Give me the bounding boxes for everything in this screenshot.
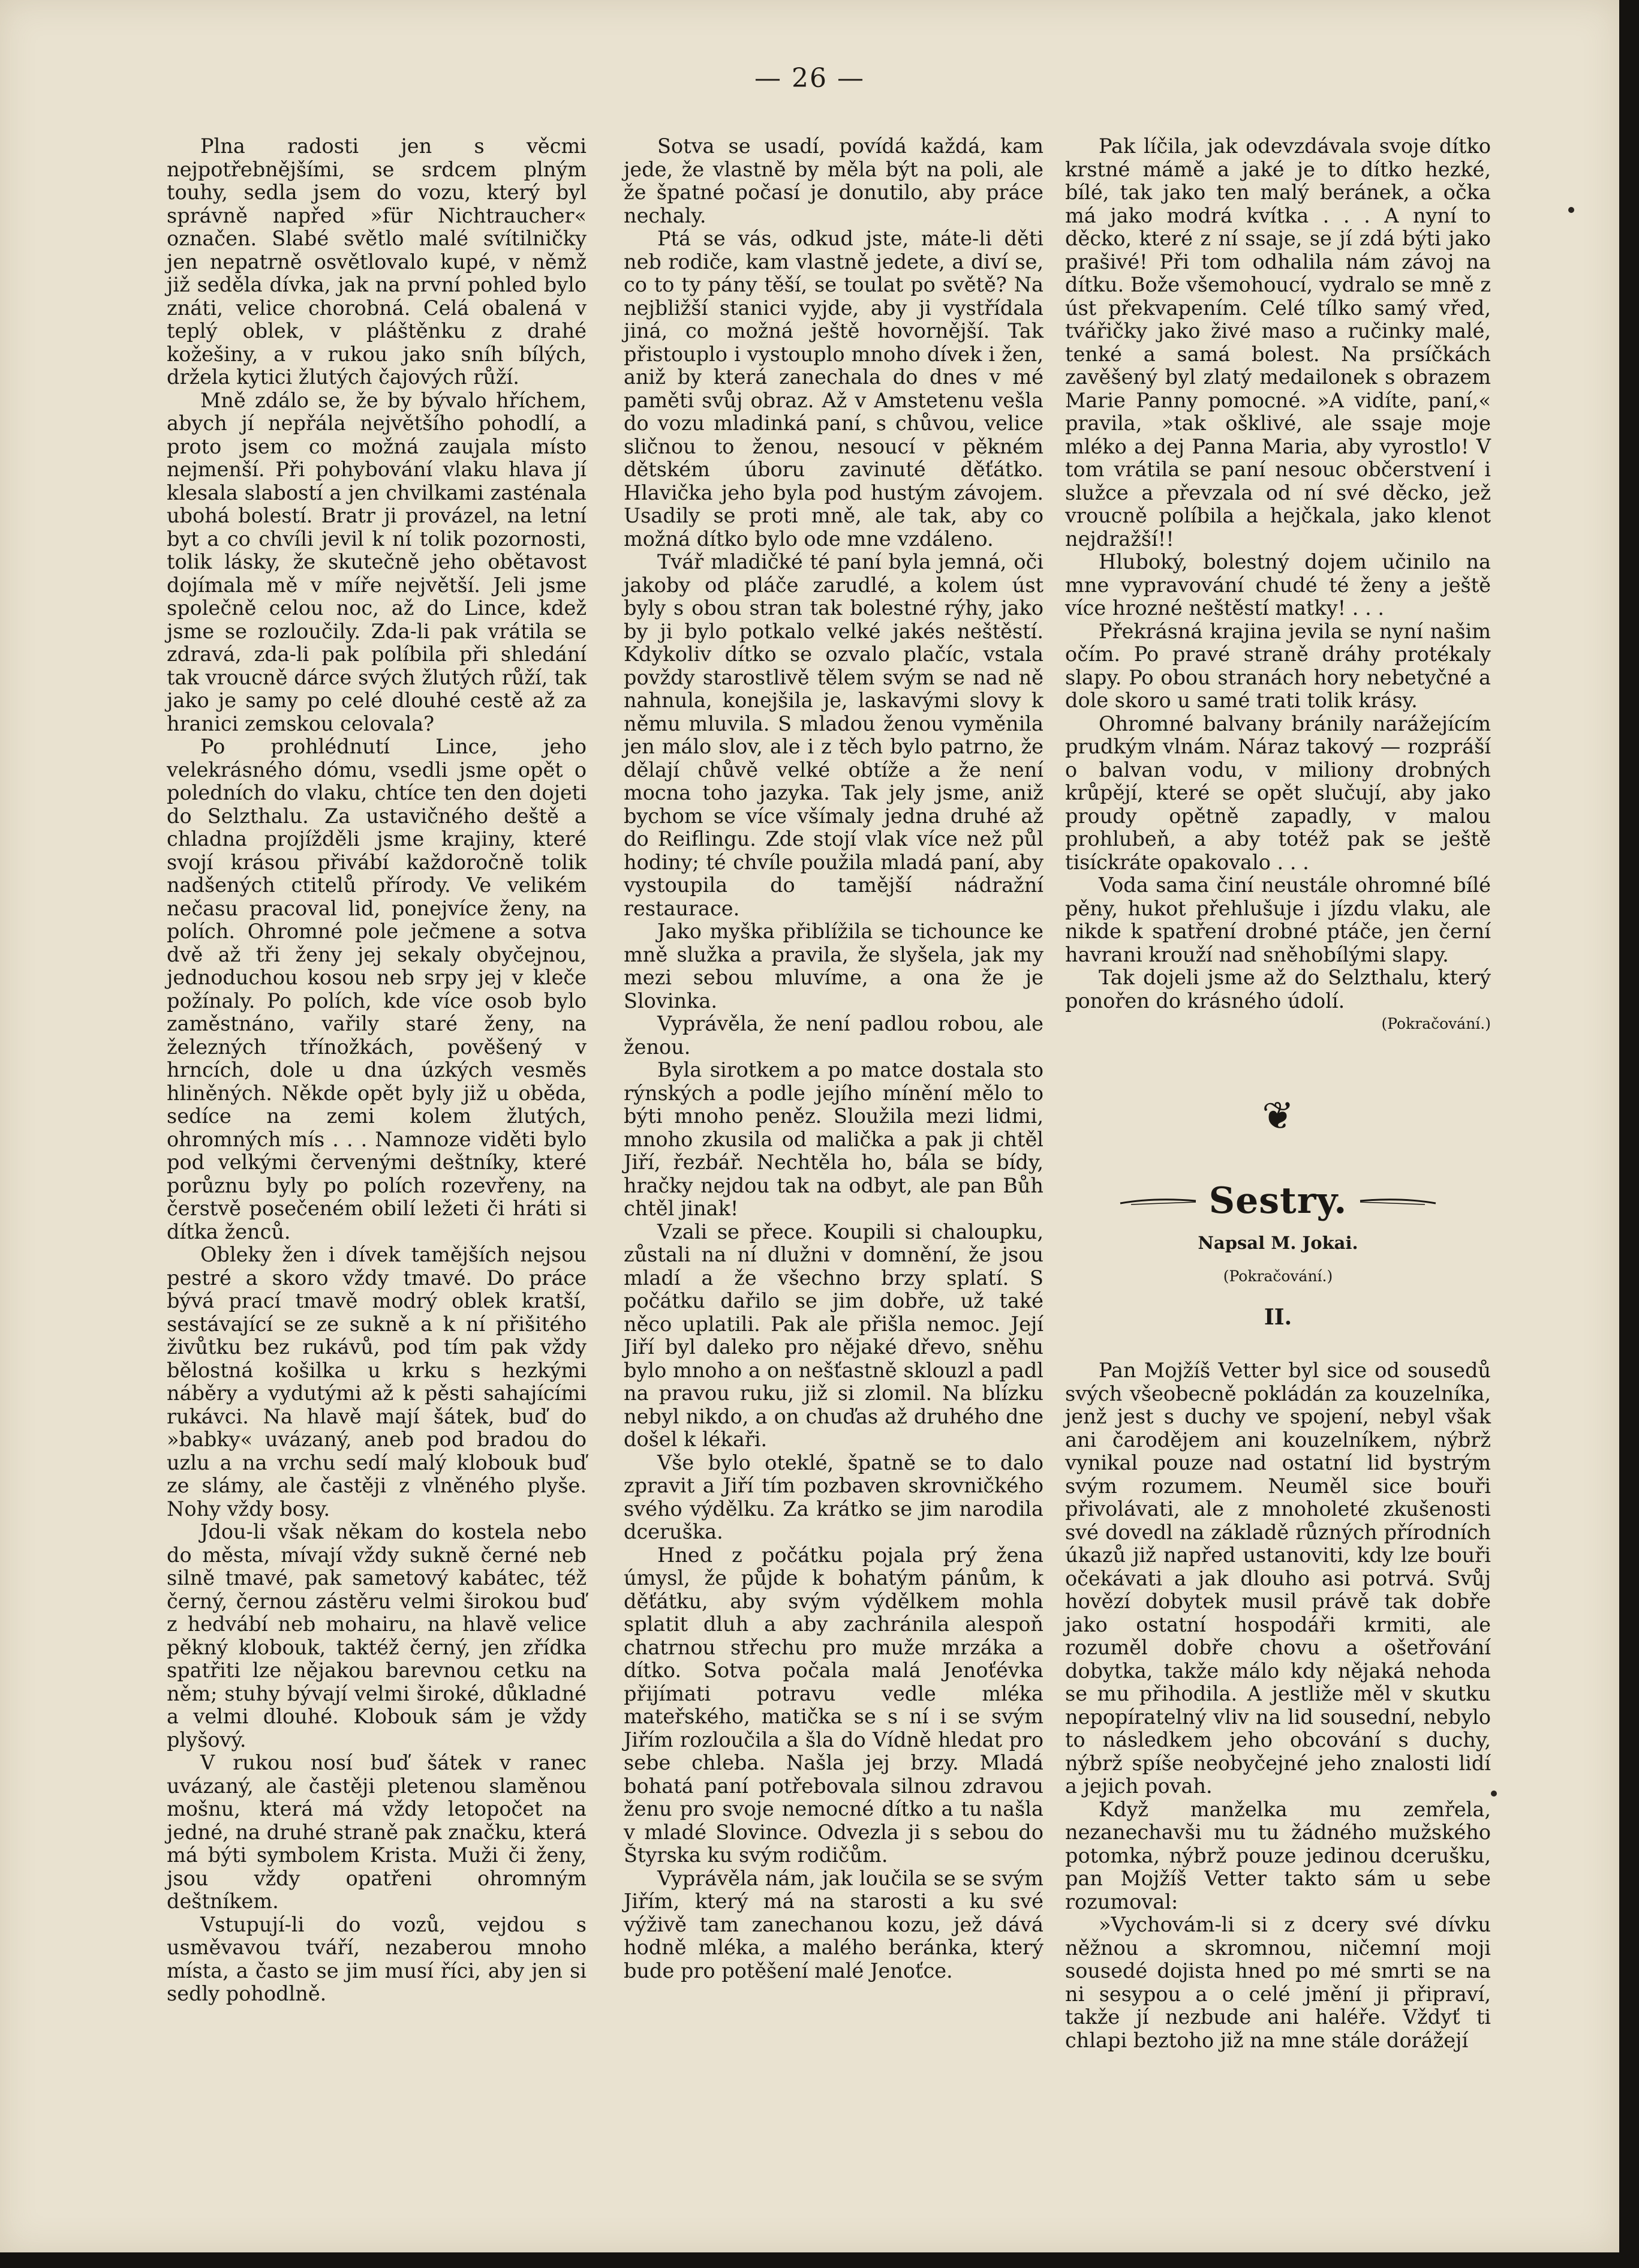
- story-byline: Napsal M. Jokai.: [1198, 1233, 1358, 1253]
- paragraph: Pak líčila, jak odevzdávala svoje dítko krstné mámě a jaké je to dítko hezké, bílé, tak jako ten malý beránek, a očka má jako modrá kvítka . . . A nyní to děcko, které z ní ssaje, se jí zdá býti jako prašivé! Při tom odhalila nám závoj na dítku. Bože všemohoucí, vydralo se mně z úst překvapením. Celé tílko samý vřed, tvářičky jako živé maso a ručinky malé, tenké a samá bolest. Na prsíčkách zavěšený byl zlatý medailonek s obrazem Marie Panny pomocné. »A vidíte, paní,« pravila, »tak ošklivé, ale ssaje moje mléko a dej Panna Maria, aby vyrostlo! V tom vrátila se paní nesouc občerstvení i služce a převzala od ní své děcko, jež vroucně políbila a hejčkala, jako klenot nejdražší!!: [1065, 134, 1491, 551]
- paragraph: Vše bylo oteklé, špatně se to dalo zpravit a Jiří tím pozbaven skrovničkého svého výdělku. Za krátko se jim narodila dceruška.: [624, 1450, 1043, 1543]
- paragraph: Vyprávěla, že není padlou robou, ale ženou.: [624, 1012, 1043, 1059]
- paragraph: Tak dojeli jsme až do Selzthalu, který ponořen do krásného údolí.: [1065, 966, 1491, 1013]
- paragraph: Ohromné balvany bránily narážejícím prudkým vlnám. Náraz takový — rozpráší o balvan vodu, v miliony drobných krůpějí, které se opět slučují, aby jako proudy opětně zapadly, v malou prohlubeň, a aby totéž pak se ještě tisíckráte opakovalo . . .: [1065, 711, 1491, 874]
- paragraph: Překrásná krajina jevila se nyní našim očím. Po pravé straně dráhy protékaly slapy. Po obou stranách hory nebetyčné a dole skoro u samé trati tolik krásy.: [1065, 619, 1491, 712]
- story-title: Sestry.: [1208, 1180, 1348, 1222]
- column-2: [624, 135, 1043, 1982]
- paragraph: Když manželka mu zemřela, nezanechavši mu tu žádného mužského potomka, nýbrž pouze jedinou dcerušku, pan Mojžíš Vetter takto sám u sebe rozumoval:: [1065, 1797, 1491, 1913]
- paragraph: »Vychovám-li si z dcery své dívku něžnou a skromnou, ničemní moji sousedé dojista hned po mé smrti se na ni sesypou a o celé jmění ji připraví, takže jí nezbude ani haléře. Vždyť ti chlapi beztoho již na mne stále dorážejí: [1065, 1913, 1491, 2052]
- paragraph: Ptá se vás, odkud jste, máte-li děti neb rodiče, kam vlastně jedete, a diví se, co to ty pány těší, se toulat po světě? Na nejbližší stanici vyjde, aby ji vystřídala jiná, co možná ještě hovornější. Tak přistouplo i vystouplo mnoho dívek i žen, aniž by která zanechala do dnes v mé paměti svůj obraz. Až v Amstetenu vešla do vozu mladinká paní, s chůvou, velice sličnou to ženou, nesoucí v pěkném dětském úboru zavinuté děťátko. Hlavička jeho byla pod hustým závojem. Usadily se proti mně, ale tak, aby co možná dítko bylo ode mne vzdáleno.: [624, 227, 1043, 551]
- paragraph: Vyprávěla nám, jak loučila se se svým Jiřím, který má na starosti a ku své výživě tam zanechanou kozu, jež dává hodně mléka, a malého beránka, který bude pro potěšení malé Jenoťce.: [624, 1866, 1043, 1982]
- paragraph: Mně zdálo se, že by bývalo hříchem, abych jí nepřála největšího pohodlí, a proto jsem co možná zaujala místo nejmenší. Při pohybování vlaku hlava jí klesala slabostí a jen chvilkami zasténala ubohá bolestí. Bratr ji provázel, na letní byt a co chvíli jevil k ní tolik pozornosti, tolik lásky, že skutečně jeho obětavost dojímala mě v míře největší. Jeli jsme společně celou noc, až do Lince, kdež jsme se rozloučily. Zda-li pak vrátila se zdravá, zda-li pak políbila při shledání tak vroucně dárce svých žlutých růží, tak jako je samy po celé dlouhé cestě až za hranici zemskou celovala?: [167, 388, 587, 735]
- chapter-number: II.: [1264, 1305, 1292, 1330]
- paragraph: Tvář mladičké té paní byla jemná, oči jakoby od pláče zarudlé, a kolem úst byly s obou stran tak bolestné rýhy, jako by ji bylo potkalo velké jakés neštěstí. Kdykoliv dítko se ozvalo plačíc, vstala povždy starostlivě tělem svým se nad ně nahnula, konejšila je, laskavými slovy k němu mluvila. S mladou ženou vyměnila jen málo slov, ale i z těch bylo patrno, že dělají chůvě velké obtíže a že není mocna toho jazyka. Tak jely jsme, aniž bychom se více všímaly jedna druhé až do Reiflingu. Zde stojí vlak více než půl hodiny; té chvíle použila mladá paní, aby vystoupila do tamější nádražní restaurace.: [624, 550, 1043, 920]
- paragraph: Hned z počátku pojala prý žena úmysl, že půjde k bohatým pánům, k děťátku, aby svým výdělkem mohla splatit dluh a aby zachránila alespoň chatrnou střechu pro muže mrzáka a dítko. Sotva počala malá Jenoťévka přijímati potravu vedle mléka mateřského, matička se s ní i se svým Jiřím rozloučila a šla do Vídně hledat pro sebe chleba. Našla jej brzy. Mladá bohatá paní potřebovala silnou zdravou ženu pro svoje nemocné dítko a tu našla v mladé Slovince. Odvezla ji s sebou do Štyrska ku svým rodičům.: [624, 1543, 1043, 1867]
- paragraph: Vstupují-li do vozů, vejdou s usměvavou tváří, nezaberou mnoho místa, a často se jim musí říci, aby jen si sedly pohodlně.: [167, 1912, 587, 2005]
- paragraph: Jdou-li však někam do kostela nebo do města, mívají vždy sukně černé neb silně tmavé, pak sametový kabátec, též černý, černou zástěru velmi širokou buď z hedvábí neb mohairu, na hlavě velice pěkný klobouk, taktéž černý, jen zřídka spatřiti lze nějakou barevnou cetku na něm; stuhy bývají velmi široké, důkladné a velmi dlouhé. Klobouk sám je vždy plyšový.: [167, 1520, 587, 1752]
- left-swash-icon: [1119, 1196, 1197, 1206]
- right-swash-icon: [1359, 1196, 1437, 1206]
- paragraph: Sotva se usadí, povídá každá, kam jede, že vlastně by měla být na poli, ale že špatné počasí je donutilo, aby práce nechaly.: [624, 134, 1043, 227]
- column-3: [1065, 135, 1491, 2052]
- paragraph: Obleky žen i dívek tamějších nejsou pestré a skoro vždy tmavé. Do práce bývá prací tmavě modrý oblek kratší, sestávající se ze sukně a k ní přišitého živůtku bez rukávů, pod tím pak vždy bělostná košilka u krku s hezkými náběry a vydutými až k pěsti sahajícími rukávci. Na hlavě mají šátek, buď do »babky« uvázaný, aneb pod bradou do uzlu a na vrchu sedí malý klobouk buď ze slámy, ale častěji z vlněného plyše. Nohy vždy bosy.: [167, 1243, 587, 1521]
- paragraph: Hluboký, bolestný dojem učinilo na mne vypravování chudé té ženy a ještě více hrozné neštěstí matky! . . .: [1065, 550, 1491, 620]
- paragraph: Voda sama činí neustále ohromné bílé pěny, hukot přehlušuje i jízdu vlaku, ale nikde k spatření drobné ptáče, jen černí havrani krouží nad sněhobílými slapy.: [1065, 873, 1491, 966]
- scan-edge-right: [1619, 0, 1639, 2268]
- fleuron-ornament-icon: ❦: [1262, 1094, 1294, 1138]
- paper-speck: [1491, 1791, 1497, 1797]
- page-number: — 26 —: [754, 63, 865, 94]
- story-continued-note: (Pokračování.): [1223, 1267, 1333, 1285]
- paragraph: Vzali se přece. Koupili si chaloupku, zůstali na ní dlužni v domnění, že jsou mladí a že všechno brzy splatí. S počátku dařilo se jim dobře, už také něco uplatili. Pak ale přišla nemoc. Její Jiří byl daleko pro nějaké dřevo, sněhu bylo mnoho a on nešťastně sklouzl a padl na pravou ruku, již si zlomil. Na blízku nebyl nikdo, a on chuďas až druhého dne došel k lékaři.: [624, 1219, 1043, 1451]
- paragraph: V rukou nosí buď šátek v ranec uvázaný, ale častěji pletenou slaměnou mošnu, která má vždy letopočet na jedné, na druhé straně pak značku, která má býti symbolem Krista. Muži či ženy, jsou vždy opatřeni ohromným deštníkem.: [167, 1751, 587, 1913]
- paragraph: Jako myška přiblížila se tichounce ke mně služka a pravila, že slyšela, jak my mezi sebou mluvíme, a ona že je Slovinka.: [624, 920, 1043, 1013]
- paragraph: Po prohlédnutí Lince, jeho velekrásného dómu, vsedli jsme opět o poledních do vlaku, chtíce ten den dojeti do Selzthalu. Za ustavičného deště a chladna projížděli jsme krajiny, které svojí krásou přivábí každoročně tolik nadšených ctitelů přírody. Ve velikém nečasu pracoval lid, ponejvíce ženy, na polích. Ohromné pole ječmene a sotva dvě až tři ženy jej sekaly obyčejnou, jednoduchou kosou neb srpy jej v kleče požínaly. Po polích, kde více osob bylo zaměstnáno, vařily staré ženy, na železných třínožkách, pověšený v hrncích, dole u dna úzkých vesměs hliněných. Někde opět byly již u oběda, sedíce na zemi kolem žlutých, ohromných mís . . . Namnoze viděti bylo pod velkými červenými deštníky, které porůznu byly po polích rozevřeny, na čerstvě posečeném obilí ležeti či hráti si dítka ženců.: [167, 735, 587, 1243]
- paragraph: Plna radosti jen s věcmi nejpotřebnějšími, se srdcem plným touhy, sedla jsem do vozu, který byl správně napřed »für Nichtraucher« označen. Slabé světlo malé svítilničky jen nepatrně osvětlovalo kupé, v němž již seděla dívka, jak na první pohled bylo znáti, velice chorobná. Celá obalená v teplý oblek, v pláštěnku z drahé kožešiny, a v rukou jako sníh bílých, držela kytici žlutých čajových růží.: [167, 134, 587, 389]
- column-1: [167, 135, 587, 2006]
- continued-note: (Pokračování.): [1381, 1015, 1491, 1032]
- story-heading: [1065, 1179, 1491, 1222]
- paper-speck: [1568, 207, 1574, 213]
- scan-edge-bottom: [0, 2252, 1639, 2268]
- paragraph: Pan Mojžíš Vetter byl sice od sousedů svých všeobecně pokládán za kouzelníka, jenž jest s duchy ve spojení, nebyl však ani čarodějem ani kouzelníkem, nýbrž vynikal pouze nad ostatní lid bystrým svým rozumem. Neuměl sice bouři přivolávati, ale z mnoholeté zkušenosti své dovedl na základě různých přírodních úkazů již napřed ustanoviti, kdy lze bouři očekávati a jak dlouho asi potrvá. Svůj hovězí dobytek musil právě tak dobře jako ostatní hospodáři krmiti, ale rozuměl dobře chovu a ošetřování dobytka, takže málo kdy nějaká nehoda se mu přihodila. A jestliže měl v skutku nepopíratelný vliv na lid sousední, nebylo to následkem jeho obcování s duchy, nýbrž spíše neobyčejné jeho znalosti lidí a jejich povah.: [1065, 1359, 1491, 1798]
- paragraph: Byla sirotkem a po matce dostala sto rýnských a podle jejího mínění mělo to býti mnoho peněz. Sloužila mezi lidmi, mnoho zkusila od malička a pak ji chtěl Jiří, řezbář. Nechtěla ho, bála se bídy, hračky nejdou tak na odbyt, ale pan Bůh chtěl jinak!: [624, 1058, 1043, 1220]
